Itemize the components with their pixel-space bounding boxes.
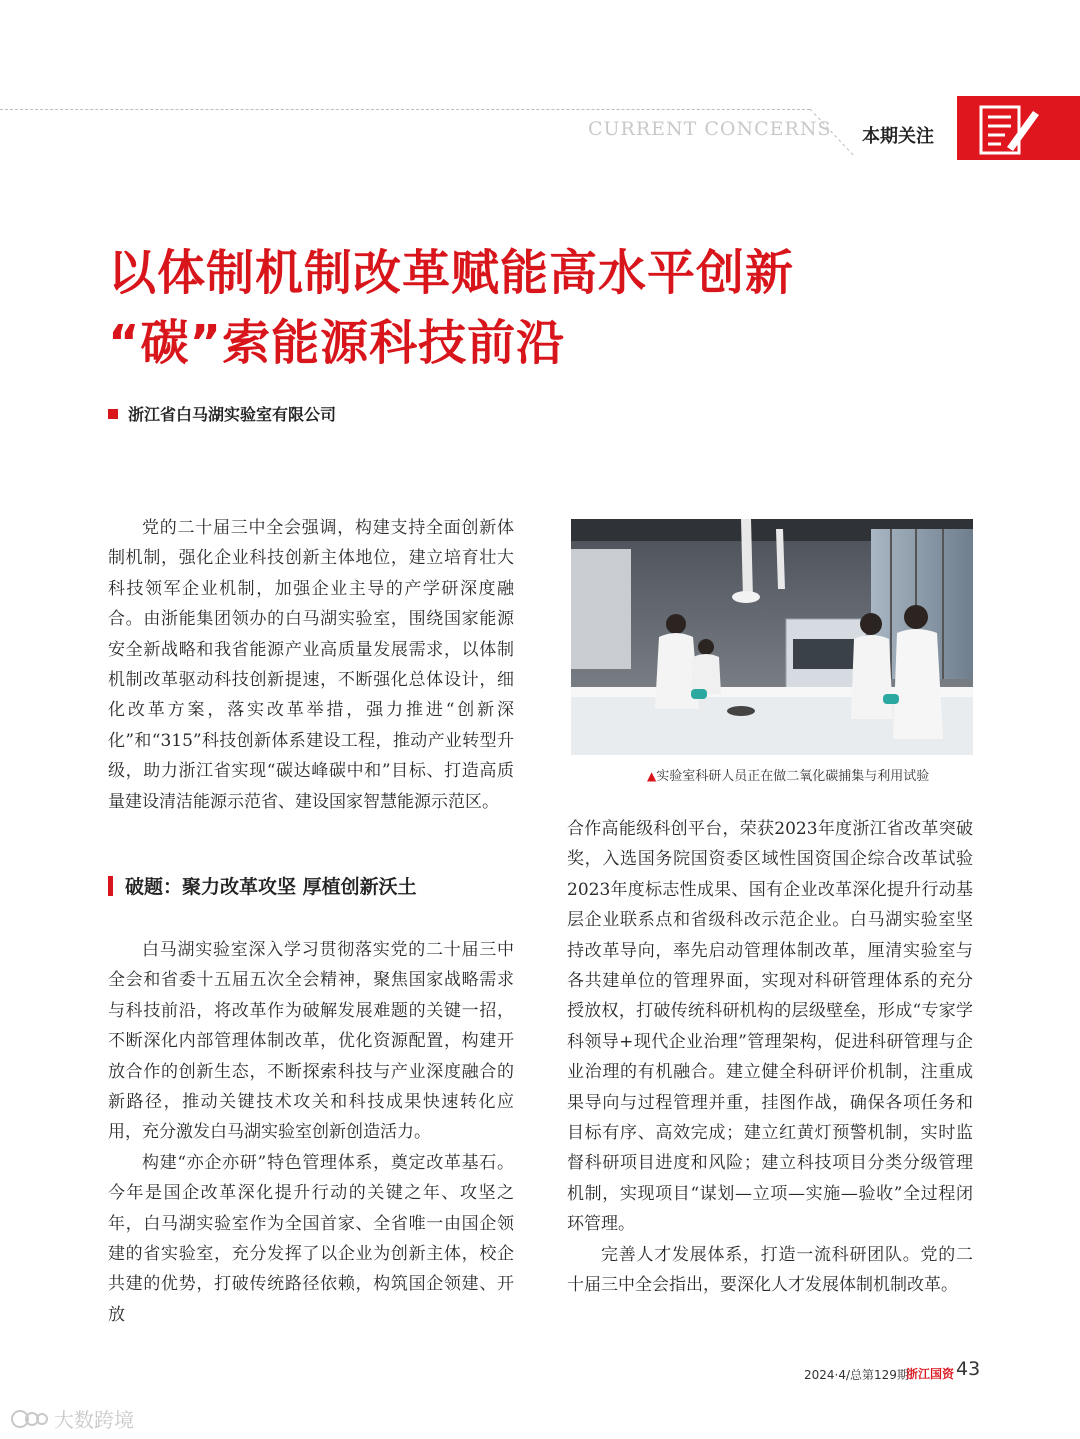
left-body	[108, 935, 514, 1330]
issue-info: 2024·4/总第129期	[804, 1368, 909, 1382]
section-badge	[957, 96, 1080, 160]
paragraph-2-continued: 合作高能级科创平台，荣获2023年度浙江省改革突破奖，入选国务院国资委区域性国资国企综合改革试验2023年度标志性成果、国有企业改革深化提升行动基层企业联系点和省级科改示范企业。白马湖实验室坚持改革导向，率先启动管理体制改革，厘清实验室与各共建单位的管理界面，实现对科研管理体系的充分授放权，打破传统科研机构的层级壁垒，形成“专家学科领导+现代企业治理”管理架构，促进科研管理与企业治理的有机融合。建立健全科研评价机制，注重成果导向与过程管理并重，挂图作战，确保各项任务和目标有序、高效完成；建立红黄灯预警机制，实时监督科研项目进度和风险；建立科技项目分类分级管理机制，实现项目“谋划—立项—实施—验收”全过程闭环管理。	[567, 819, 973, 1235]
section-label-en: CURRENT CONCERNS	[588, 118, 832, 140]
heading-marker	[108, 876, 113, 896]
caption-marker-icon: ▲	[647, 769, 657, 783]
lab-photo	[571, 519, 973, 755]
author-marker	[108, 409, 118, 419]
section-heading	[108, 872, 417, 899]
photo-caption	[647, 765, 929, 784]
caption-text: 实验室科研人员正在做二氧化碳捕集与利用试验	[656, 769, 930, 784]
author-name: 浙江省白马湖实验室有限公司	[128, 405, 337, 424]
intro-paragraph: 党的二十届三中全会强调，构建支持全面创新体制机制，强化企业科技创新主体地位，建立培育壮大科技领军企业机制，加强企业主导的产学研深度融合。由浙能集团领办的白马湖实验室，围绕国家能源安全新战略和我省能源产业高质量发展需求，以体制机制改革驱动科技创新提速，不断强化总体设计，细化改革方案，落实改革举措，强力推进“创新深化”和“315”科技创新体系建设工程，推动产业转型升级，助力浙江省实现“碳达峰碳中和”目标、打造高质量建设清洁能源示范省、建设国家智慧能源示范区。	[108, 518, 514, 812]
right-body	[567, 814, 973, 1301]
author-line	[108, 402, 336, 425]
watermark-logo-icon	[10, 1407, 50, 1431]
document-pen-icon	[977, 101, 1043, 157]
watermark-text: 大数跨境	[54, 1408, 134, 1432]
paragraph-1: 白马湖实验室深入学习贯彻落实党的二十届三中全会和省委十五届五次全会精神，聚焦国家战略需求与科技前沿，将改革作为破解发展难题的关键一招，不断深化内部管理体制改革，优化资源配置，构建开放合作的创新生态，不断探索科技与产业深度融合的新路径，推动关键技术攻关和科技成果快速转化应用，充分激发白马湖实验室创新创造活力。	[108, 940, 514, 1143]
title-line-2: “碳”索能源科技前沿	[108, 315, 566, 371]
section-heading-text: 破题：聚力改革攻坚 厚植创新沃土	[125, 876, 417, 898]
paragraph-2-start: 构建“亦企亦研”特色管理体系，奠定改革基石。今年是国企改革深化提升行动的关键之年、攻坚之年，白马湖实验室作为全国首家、全省唯一由国企领建的省实验室，充分发挥了以企业为创新主体，校企共建的优势，打破传统路径依赖，构筑国企领建、开放	[108, 1152, 514, 1325]
article-title	[108, 238, 794, 378]
section-label-cn: 本期关注	[862, 126, 934, 147]
title-line-1: 以体制机制改革赋能高水平创新	[108, 245, 795, 301]
header-divider	[0, 109, 810, 110]
intro-block	[108, 513, 514, 817]
page-number: 43	[956, 1358, 981, 1380]
paragraph-3: 完善人才发展体系，打造一流科研团队。党的二十届三中全会指出，要深化人才发展体制机制改革。	[567, 1244, 973, 1296]
magazine-name: 浙江国资	[906, 1367, 955, 1381]
lab-photo-illustration	[571, 519, 973, 755]
watermark	[10, 1404, 134, 1433]
